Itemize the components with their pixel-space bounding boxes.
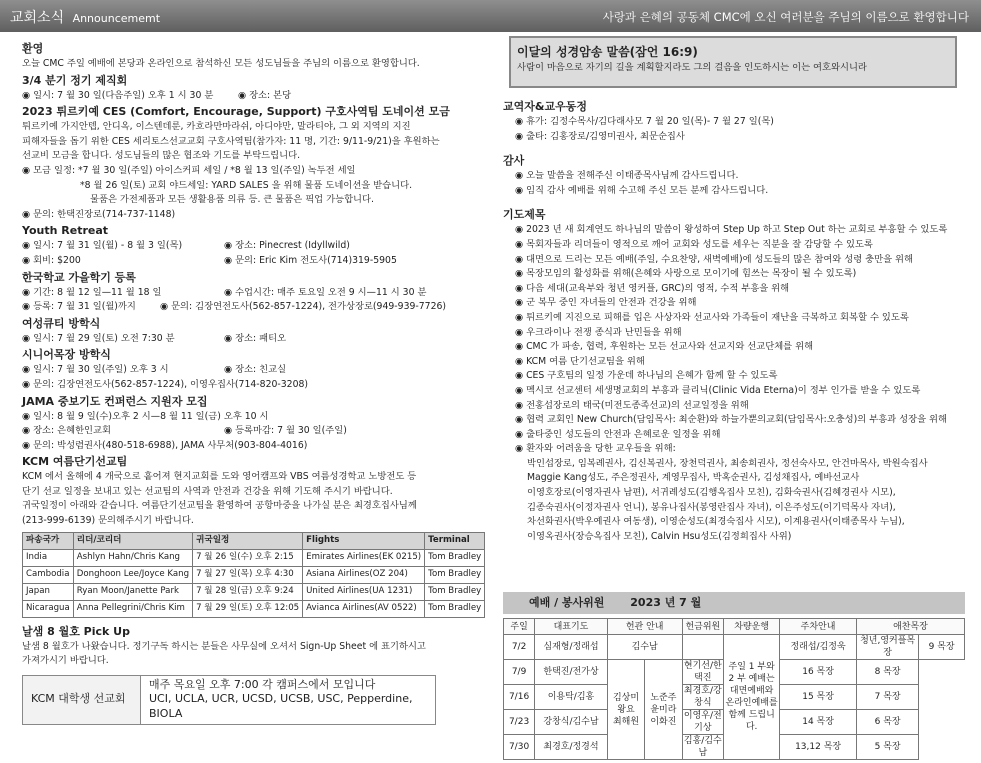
table-row bbox=[23, 549, 485, 566]
flights-header-cell: 귀국일정 bbox=[193, 532, 303, 549]
flights-cell: Ashlyn Hahn/Chris Kang bbox=[73, 549, 192, 566]
right-column bbox=[503, 36, 963, 544]
worship-header-cell: 애찬목장 bbox=[856, 619, 964, 635]
kcm-college-line-1: 매주 목요일 오후 7:00 각 캠퍼스에서 모입니다 bbox=[149, 677, 376, 691]
header-subtitle: Announcememt bbox=[72, 12, 161, 25]
worship-header-cell: 주일 bbox=[504, 619, 535, 635]
worship-header-row bbox=[504, 619, 965, 635]
worship-header-cell: 주차안내 bbox=[780, 619, 857, 635]
flights-cell: Tom Bradley bbox=[425, 566, 485, 583]
worship-bar bbox=[503, 592, 965, 614]
worship-fellowship-2: 8 목장 bbox=[856, 660, 918, 685]
prayer-item: ◉ 협력 교회인 New Church(담임목사: 최순환)와 하늘가뿐의교회(담임목사:오충성)의 부흥과 성장을 위해 bbox=[515, 414, 947, 426]
left-column bbox=[22, 40, 482, 725]
senior-date: ◉ 일시: 7 월 30 일(주일) 오후 3 시 bbox=[22, 364, 169, 376]
quarterly-info bbox=[22, 89, 462, 104]
women-row bbox=[22, 332, 462, 347]
header-title-block bbox=[10, 7, 160, 27]
worship-fellowship-2: 5 목장 bbox=[856, 735, 918, 760]
youth-date: ◉ 일시: 7 월 31 일(월) - 8 월 3 일(목) bbox=[22, 240, 183, 252]
welcome-title: 환영 bbox=[22, 42, 44, 55]
worship-fellowship-2: 6 목장 bbox=[856, 710, 918, 735]
women-title: 여성큐티 방학식 bbox=[22, 316, 101, 330]
youth-place: ◉ 장소: Pinecrest (Idyllwild) bbox=[224, 240, 350, 252]
flights-cell: Japan bbox=[23, 583, 74, 600]
kcm-college-label: KCM 대학생 선교회 bbox=[23, 675, 141, 724]
kcm-college-info bbox=[141, 675, 436, 724]
header-title: 교회소식 bbox=[10, 10, 65, 26]
table-row bbox=[23, 566, 485, 583]
worship-date: 7/30 bbox=[504, 735, 535, 760]
worship-fellowship-1: 청년,영커플목장 bbox=[856, 635, 918, 660]
thanks-line-2: ◉ 임직 감사 예배를 위해 수고해 주신 모든 분께 감사드립니다. bbox=[515, 184, 769, 196]
ces-line-2: 피해자들을 돕기 위한 CES 세리토스선교교회 구호사역팀(참가자: 11 명, 기간: 9/11-9/21)을 후원하는 bbox=[22, 135, 440, 147]
youth-row-1 bbox=[22, 239, 462, 254]
kcm-team-title: KCM 여름단기선교팀 bbox=[22, 455, 128, 469]
kcm-team-line-4: (213-999-6139) 문의해주시기 바랍니다. bbox=[22, 515, 194, 527]
patient-line: 차선화권사(박우예권사 여동생), 이영순성도(최경숙집사 시모), 이계용권사(이태종목사 누님), bbox=[527, 516, 905, 528]
women-date: ◉ 일시: 7 월 29 일(토) 오전 7:30 분 bbox=[22, 332, 175, 344]
prayer-item: ◉ 2023 년 새 회계연도 하나님의 말씀이 왕성하여 Step Up 하고 Step Out 하는 교회로 부흥할 수 있도록 bbox=[515, 224, 948, 236]
prayer-item: ◉ 멕시코 선교센터 세생명교회의 부흥과 클리닉(Clinic Vida Eterna)이 정부 인가를 받을 수 있도록 bbox=[515, 384, 921, 396]
flights-header-cell: 파송국가 bbox=[23, 532, 74, 549]
flights-cell: 7 월 29 일(토) 오후 12:05 bbox=[193, 600, 303, 617]
prayer-item: ◉ 튀르키예 지진으로 피해를 입은 사상자와 선교사와 가족들이 재난을 극복하고 회복할 수 있도록 bbox=[515, 311, 909, 323]
worship-parking: 김홍/김수남 bbox=[683, 736, 722, 758]
worship-offering-cell: 김수남 bbox=[607, 635, 682, 660]
flights-cell: 7 월 26 일(수) 오후 2:15 bbox=[193, 549, 303, 566]
flights-header-cell: Flights bbox=[303, 532, 425, 549]
flights-cell: India bbox=[23, 549, 74, 566]
table-row bbox=[23, 583, 485, 600]
page-header bbox=[0, 0, 981, 32]
prayer-item: ◉ KCM 여름 단기선교팀을 위해 bbox=[515, 355, 645, 367]
ces-line-5: *8 월 26 일(토) 교회 야드세일: YARD SALES 을 위해 물품 도네이션을 받습니다. bbox=[80, 179, 413, 191]
flights-header-cell: 리더/코리더 bbox=[73, 532, 192, 549]
worship-money-1: 김상미 왕요 최해원 bbox=[607, 660, 644, 760]
kcm-team-line-1: KCM 에서 올해에 4 개국으로 흩어져 현지교회를 도와 영어캠프와 VBS 여름성경학교 노방전도 등 bbox=[22, 471, 417, 483]
table-row bbox=[23, 600, 485, 617]
patient-line: 이영호장로(이영자권사 남편), 서귀례성도(김행옥집사 모친), 김화숙권사(김혜경권사 시모), bbox=[527, 487, 896, 499]
worship-date: 7/16 bbox=[504, 685, 535, 710]
patient-line: 박인섭장로, 임복례권사, 김신복권사, 장천덕권사, 최송희권사, 정선숙사모, 안건마목사, 박원숙집사 bbox=[527, 457, 928, 469]
patient-line: 김종숙권사(이정자권사 언니), 봉유나집사(봉영란집사 자녀), 이은주성도(이기덕목사 자녀), bbox=[527, 501, 896, 513]
header-welcome-text: 사랑과 은혜의 공동체 CMC에 오신 여러분을 주님의 이름으로 환영합니다 bbox=[602, 10, 969, 24]
ces-line-4: ◉ 모금 일정: *7 월 30 일(주일) 아이스커피 세일 / *8 월 13 일(주일) 녹두전 세일 bbox=[22, 164, 356, 176]
prayer-item: ◉ CES 구호팀의 일정 가운데 하나님의 은혜가 함께 할 수 있도록 bbox=[515, 370, 778, 382]
quarterly-date: ◉ 일시: 7 월 30 일(다음주일) 오후 1 시 30 분 bbox=[22, 89, 214, 101]
worship-prayer: 한택진/전가상 bbox=[535, 660, 608, 685]
prayer-list bbox=[503, 223, 963, 457]
worship-header-cell: 헌금위원 bbox=[682, 619, 724, 635]
flights-cell: Nicaragua bbox=[23, 600, 74, 617]
prayer-item: ◉ 환자와 어려움을 당한 교우들을 위해: bbox=[515, 443, 676, 455]
worship-fellowship-1: 15 목장 bbox=[780, 685, 857, 710]
welcome-text: 오늘 CMC 주일 예배에 본당과 온라인으로 참석하신 모든 성도님들을 주님의 이름으로 환영합니다. bbox=[22, 58, 420, 69]
ces-line-6: 물품은 가전제품과 모든 생활용품 의류 등. 큰 물품은 픽업 가능합니다. bbox=[90, 194, 374, 206]
senior-contact: ◉ 문의: 김장연전도사(562-857-1224), 이영우집사(714-820-3208) bbox=[22, 378, 309, 390]
patient-list bbox=[503, 457, 963, 545]
women-place: ◉ 장소: 패티오 bbox=[224, 332, 287, 344]
flights-cell: 7 월 28 일(금) 오후 9:24 bbox=[193, 583, 303, 600]
worship-prayer: 이용탁/김홍 bbox=[535, 685, 608, 710]
flights-cell: Ryan Moon/Janette Park bbox=[73, 583, 192, 600]
prayer-item: ◉ 목회자들과 리더들이 영적으로 깨어 교회와 성도를 세우는 직분을 잘 감당할 수 있도록 bbox=[515, 238, 873, 250]
senior-place: ◉ 장소: 친교실 bbox=[224, 364, 287, 376]
flights-cell: United Airlines(UA 1231) bbox=[303, 583, 425, 600]
youth-fee: ◉ 회비: $200 bbox=[22, 254, 81, 266]
table-row bbox=[504, 635, 965, 660]
ces-line-1: 튀르키예 가지안텝, 안디옥, 이스텐데룬, 카흐라만마라쉬, 아디야만, 말라티야, 그 외 지역의 지진 bbox=[22, 121, 411, 133]
worship-prayer: 최경호/정경석 bbox=[535, 735, 608, 760]
worship-date: 7/23 bbox=[504, 710, 535, 735]
jama-title: JAMA 중보기도 컨퍼런스 지원자 모집 bbox=[22, 394, 208, 408]
kcm-team-line-3: 귀국일정이 아래와 같습니다. 여름단기선교팀을 환영하여 공항마중을 나가실 분은 최경호집사님께 bbox=[22, 500, 417, 512]
worship-fellowship-1: 16 목장 bbox=[780, 660, 857, 685]
worship-section bbox=[503, 592, 965, 760]
quarterly-place: ◉ 장소: 본당 bbox=[238, 89, 292, 101]
korean-school-time: ◉ 수업시간: 매주 토요일 오전 9 시—11 시 30 분 bbox=[224, 286, 427, 298]
flights-header-cell: Terminal bbox=[425, 532, 485, 549]
worship-money-cell bbox=[682, 635, 724, 660]
jama-deadline: ◉ 등록마감: 7 월 30 일(주일) bbox=[224, 425, 347, 437]
prayer-item: ◉ 우크라이나 전쟁 종식과 난민들을 위해 bbox=[515, 326, 682, 338]
kcm-team-line-2: 단기 선교 일정을 보내고 있는 선교팀의 사역과 안전과 건강을 위해 기도해 주시기 바랍니다. bbox=[22, 485, 393, 497]
sunday8-title: 날샘 8 월호 Pick Up bbox=[22, 624, 130, 638]
flights-cell: Donghoon Lee/Joyce Kang bbox=[73, 566, 192, 583]
worship-fellowship-2: 9 목장 bbox=[919, 635, 965, 660]
flights-cell: Tom Bradley bbox=[425, 583, 485, 600]
thanks-title: 감사 bbox=[503, 154, 525, 168]
ces-title: 2023 튀르키예 CES (Comfort, Encourage, Support) 구호사역팀 도네이션 모금 bbox=[22, 105, 450, 119]
worship-date: 7/9 bbox=[504, 660, 535, 685]
sunday8-line-2: 가져가시기 바랍니다. bbox=[22, 655, 109, 667]
korean-school-row-1 bbox=[22, 286, 462, 301]
worship-parking: 최경호/강창식 bbox=[683, 686, 722, 708]
flights-header-row bbox=[23, 532, 485, 549]
youth-contact: ◉ 문의: Eric Kim 전도사(714)319-5905 bbox=[224, 254, 397, 266]
sunday8-line-1: 날샘 8 월호가 나왔습니다. 정기구독 하시는 분들은 사무실에 오셔서 Sign-Up Sheet 에 표기하시고 bbox=[22, 640, 426, 652]
worship-money-2: 노준주 윤미라 이화진 bbox=[645, 660, 682, 760]
staff-title: 교역자&교우동정 bbox=[503, 100, 587, 113]
worship-prayer: 심재형/정래섭 bbox=[535, 635, 608, 660]
patient-line: Maggie Kang성도, 주은정권사, 계영무집사, 박혹순권사, 김성채집사, 예바선교사 bbox=[527, 472, 860, 484]
worship-prayer: 강창식/김수남 bbox=[535, 710, 608, 735]
kcm-college-line-2: UCI, UCLA, UCR, UCSD, UCSB, USC, Pepperdine, BIOLA bbox=[149, 692, 413, 721]
kcm-college-box bbox=[22, 675, 436, 725]
jama-contact: ◉ 문의: 박성렴권사(480-518-6988), JAMA 사무처(903-804-4016) bbox=[22, 439, 308, 451]
verse-title: 이달의 성경암송 말씀(잠언 16:9) bbox=[517, 45, 698, 59]
worship-date: 7/2 bbox=[504, 635, 535, 660]
worship-header-cell: 차량운행 bbox=[724, 619, 780, 635]
worship-fellowship-1: 14 목장 bbox=[780, 710, 857, 735]
korean-school-contact: ◉ 문의: 김장연전도사(562-857-1224), 전가상장로(949-939-7726) bbox=[160, 301, 447, 313]
quarterly-title: 3/4 분기 정기 제직회 bbox=[22, 73, 128, 87]
staff-line-1: ◉ 휴가: 김정수목사/김다래사모 7 월 20 일(목)- 7 월 27 일(목) bbox=[515, 116, 774, 127]
flights-cell: Anna Pellegrini/Chris Kim bbox=[73, 600, 192, 617]
korean-school-row-2 bbox=[22, 300, 462, 315]
worship-parking: 이영우/전기상 bbox=[683, 711, 722, 733]
prayer-item: ◉ 목장모임의 활성화를 위해(은혜와 사랑으로 모이기에 힘쓰는 목장이 될 수 있도록) bbox=[515, 268, 857, 280]
worship-header-cell: 헌관 안내 bbox=[607, 619, 682, 635]
flights-cell: 7 월 27 일(목) 오후 4:30 bbox=[193, 566, 303, 583]
prayer-item: ◉ CMC 가 파송, 협력, 후원하는 모든 선교사와 선교지와 선교단체를 위해 bbox=[515, 341, 814, 353]
worship-header-cell: 대표기도 bbox=[535, 619, 608, 635]
prayer-item: ◉ 다음 세대(교육부와 청년 영커플, GRC)의 영적, 수적 부흥을 위해 bbox=[515, 282, 790, 294]
prayer-item: ◉ 전홍섭장로의 태국(미전도종족선교)의 선교일정을 위해 bbox=[515, 399, 749, 411]
worship-car-cell: 주일 1 부와 2 부 예배는 대면예배와 온라인예배를 함께 드립니다. bbox=[724, 635, 780, 760]
flights-cell: Emirates Airlines(EK 0215) bbox=[303, 549, 425, 566]
ces-line-3: 선교비 모금을 합니다. 성도님들의 많은 협조와 기도를 부탁드립니다. bbox=[22, 150, 301, 162]
flights-cell: Tom Bradley bbox=[425, 600, 485, 617]
jama-row bbox=[22, 424, 462, 439]
worship-parking: 정래섭/김정욱 bbox=[780, 635, 857, 660]
flights-cell: Asiana Airlines(OZ 204) bbox=[303, 566, 425, 583]
flights-cell: Tom Bradley bbox=[425, 549, 485, 566]
staff-line-2: ◉ 출타: 김홍장로/김영미권사, 최문순집사 bbox=[515, 130, 685, 142]
thanks-line-1: ◉ 오늘 말씀을 전해주신 이태종목사님께 감사드립니다. bbox=[515, 170, 739, 182]
worship-table bbox=[503, 618, 965, 760]
youth-title: Youth Retreat bbox=[22, 224, 109, 238]
senior-title: 시니어목장 방학식 bbox=[22, 348, 111, 362]
prayer-item: ◉ 출타중인 성도들의 안전과 은혜로운 일정을 위해 bbox=[515, 428, 721, 440]
korean-school-title: 한국학교 가을학기 등록 bbox=[22, 270, 136, 284]
worship-bar-month: 2023 년 7 월 bbox=[630, 596, 702, 609]
korean-school-period: ◉ 기간: 8 월 12 일—11 월 18 일 bbox=[22, 286, 162, 298]
prayer-title: 기도제목 bbox=[503, 208, 546, 222]
senior-row bbox=[22, 363, 462, 378]
worship-fellowship-2: 7 목장 bbox=[856, 685, 918, 710]
jama-date: ◉ 일시: 8 월 9 일(수)오후 2 시—8 월 11 일(금) 오후 10 시 bbox=[22, 410, 269, 422]
jama-place: ◉ 장소: 은혜한인교회 bbox=[22, 425, 112, 437]
flights-cell: Cambodia bbox=[23, 566, 74, 583]
verse-box bbox=[509, 36, 957, 88]
ces-contact: ◉ 문의: 한택진장로(714-737-1148) bbox=[22, 208, 176, 220]
worship-parking: 현기선/한택진 bbox=[683, 661, 722, 683]
patient-line: 이영옥권사(장승옥집사 모친), Calvin Hsu성도(김정희집사 사위) bbox=[527, 530, 792, 542]
worship-fellowship-1: 13,12 목장 bbox=[780, 735, 857, 760]
worship-bar-title: 예배 / 봉사위원 bbox=[529, 596, 605, 609]
prayer-item: ◉ 대면으로 드리는 모든 예배(주일, 수요찬양, 새벽예배)에 성도들의 많은 참여와 성령 충만을 위해 bbox=[515, 253, 914, 265]
flights-cell: Avianca Airlines(AV 0522) bbox=[303, 600, 425, 617]
youth-row-2 bbox=[22, 254, 462, 269]
prayer-item: ◉ 군 복무 중인 자녀들의 안전과 건강을 위해 bbox=[515, 297, 697, 309]
verse-text: 사람이 마음으로 자기의 길을 계획할지라도 그의 걸음을 인도하시는 이는 여호와시니라 bbox=[517, 62, 867, 73]
flights-table bbox=[22, 532, 485, 618]
korean-school-register: ◉ 등록: 7 월 31 일(월)까지 bbox=[22, 301, 136, 313]
